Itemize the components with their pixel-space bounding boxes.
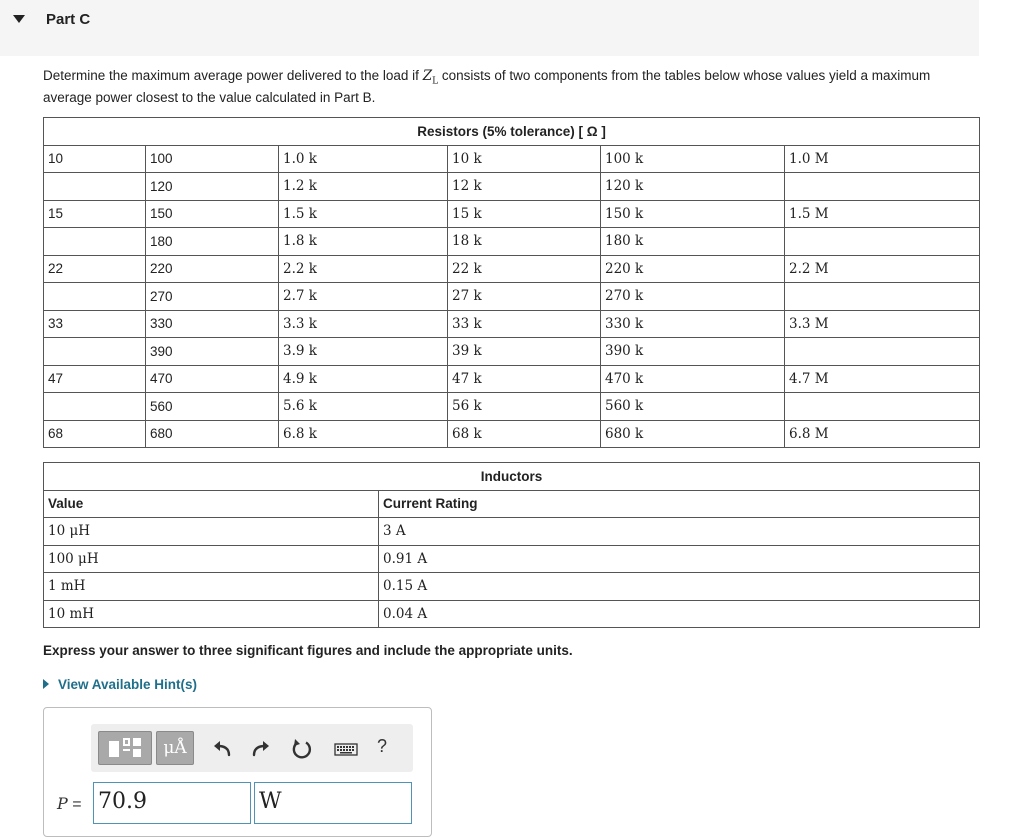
inductor-rating-cell: 0.91 A (379, 545, 980, 573)
resistor-cell: 4.9 k (279, 365, 448, 393)
resistor-cell: 390 k (601, 338, 785, 366)
reset-icon[interactable] (289, 736, 315, 762)
resistor-cell: 47 (44, 365, 146, 393)
resistor-cell: 270 k (601, 283, 785, 311)
question-var: Z (422, 68, 433, 84)
resistor-cell: 33 (44, 310, 146, 338)
resistor-cell: 330 k (601, 310, 785, 338)
resistor-row (44, 393, 980, 421)
resistor-cell: 15 k (448, 200, 601, 228)
resistor-cell: 15 (44, 200, 146, 228)
resistor-cell: 470 k (601, 365, 785, 393)
units-button[interactable]: μÅ (156, 731, 194, 765)
resistor-cell: 47 k (448, 365, 601, 393)
resistor-cell: 560 (146, 393, 279, 421)
resistor-cell: 180 (146, 228, 279, 256)
part-title: Part C (46, 11, 91, 28)
resistor-row (44, 145, 980, 173)
resistor-row (44, 228, 980, 256)
resistor-row (44, 255, 980, 283)
resistor-cell: 100 (146, 145, 279, 173)
resistor-row (44, 200, 980, 228)
resistor-cell: 3.9 k (279, 338, 448, 366)
inductor-header-rating: Current Rating (379, 490, 980, 518)
question-var-sub: L (432, 76, 439, 87)
question-suffix: consists of two components from the tables below whose values yield a maximum average power closest to the value calculated in Part B. (43, 68, 931, 105)
resistor-cell: 120 (146, 173, 279, 201)
resistor-row (44, 420, 980, 448)
resistor-cell: 2.2 M (785, 255, 980, 283)
resistor-cell: 220 k (601, 255, 785, 283)
answer-instructions: Express your answer to three significant figures and include the appropriate units. (43, 643, 573, 658)
inductors-table (43, 462, 980, 628)
answer-value-input[interactable]: 70.9 (93, 782, 251, 824)
answer-label (57, 794, 82, 814)
resistor-cell: 470 (146, 365, 279, 393)
resistor-cell: 330 (146, 310, 279, 338)
resistor-cell: 22 (44, 255, 146, 283)
collapse-caret-icon[interactable] (13, 15, 25, 23)
answer-unit-input[interactable]: W (254, 782, 412, 824)
resistor-cell (44, 283, 146, 311)
resistor-cell: 150 k (601, 200, 785, 228)
resistor-cell: 1.0 k (279, 145, 448, 173)
template-square-icon (133, 738, 141, 746)
resistor-cell: 18 k (448, 228, 601, 256)
resistor-cell: 10 (44, 145, 146, 173)
resistor-cell: 2.7 k (279, 283, 448, 311)
resistor-cell: 68 (44, 420, 146, 448)
resistor-cell: 10 k (448, 145, 601, 173)
inductor-rating-cell: 0.15 A (379, 573, 980, 601)
resistor-cell (44, 173, 146, 201)
resistor-row (44, 283, 980, 311)
help-button[interactable]: ? (377, 736, 388, 756)
inductors-title: Inductors (44, 463, 980, 491)
resistor-cell: 3.3 M (785, 310, 980, 338)
resistor-row (44, 365, 980, 393)
inductor-value-cell: 100 μH (44, 545, 379, 573)
resistor-cell: 1.8 k (279, 228, 448, 256)
caret-right-icon (43, 679, 49, 689)
templates-button[interactable] (98, 731, 152, 765)
resistor-cell (44, 393, 146, 421)
resistor-cell: 560 k (601, 393, 785, 421)
resistor-cell: 12 k (448, 173, 601, 201)
resistor-cell: 22 k (448, 255, 601, 283)
inductor-row (44, 545, 980, 573)
resistor-cell (44, 228, 146, 256)
resistors-table (43, 117, 980, 448)
undo-icon[interactable] (209, 736, 235, 762)
math-toolbar (91, 724, 413, 772)
keyboard-icon[interactable] (333, 736, 359, 762)
resistor-cell: 4.7 M (785, 365, 980, 393)
inductor-row (44, 600, 980, 628)
resistor-cell: 6.8 k (279, 420, 448, 448)
resistor-cell (785, 283, 980, 311)
template-square-icon (133, 749, 141, 757)
redo-icon[interactable] (248, 736, 274, 762)
resistor-cell: 3.3 k (279, 310, 448, 338)
resistors-title: Resistors (5% tolerance) [ Ω ] (44, 118, 980, 146)
resistor-cell: 680 k (601, 420, 785, 448)
resistor-cell: 390 (146, 338, 279, 366)
template-block-icon (109, 741, 119, 757)
resistor-cell (785, 173, 980, 201)
resistor-cell: 33 k (448, 310, 601, 338)
inductor-row (44, 518, 980, 546)
resistor-cell: 1.5 M (785, 200, 980, 228)
answer-variable: P (57, 794, 68, 813)
inductor-value-cell: 10 μH (44, 518, 379, 546)
resistor-cell: 68 k (448, 420, 601, 448)
resistor-cell (44, 338, 146, 366)
resistor-cell: 6.8 M (785, 420, 980, 448)
resistor-row (44, 338, 980, 366)
resistor-cell: 39 k (448, 338, 601, 366)
part-header[interactable] (0, 0, 979, 56)
resistor-cell: 1.5 k (279, 200, 448, 228)
inductor-header-value: Value (44, 490, 379, 518)
resistor-cell: 100 k (601, 145, 785, 173)
question-text (43, 68, 943, 106)
inductor-value-cell: 1 mH (44, 573, 379, 601)
inductor-rating-cell: 3 A (379, 518, 980, 546)
resistor-cell: 120 k (601, 173, 785, 201)
resistor-cell: 1.2 k (279, 173, 448, 201)
resistor-cell: 5.6 k (279, 393, 448, 421)
resistor-cell (785, 228, 980, 256)
resistor-row (44, 173, 980, 201)
resistor-cell (785, 393, 980, 421)
resistor-cell: 27 k (448, 283, 601, 311)
answer-box (43, 707, 432, 837)
resistor-cell (785, 338, 980, 366)
inductor-rating-cell: 0.04 A (379, 600, 980, 628)
resistor-cell: 680 (146, 420, 279, 448)
template-box-icon (123, 738, 130, 746)
resistor-row (44, 310, 980, 338)
resistor-cell: 270 (146, 283, 279, 311)
view-hints-link[interactable] (43, 677, 197, 692)
question-prefix: Determine the maximum average power delivered to the load if (43, 68, 423, 83)
resistor-cell: 180 k (601, 228, 785, 256)
answer-equals: = (72, 796, 82, 813)
resistor-cell: 1.0 M (785, 145, 980, 173)
inductor-row (44, 573, 980, 601)
resistor-cell: 56 k (448, 393, 601, 421)
template-fraction-bar-icon (123, 749, 130, 751)
resistor-cell: 220 (146, 255, 279, 283)
inductor-value-cell: 10 mH (44, 600, 379, 628)
view-hints-label: View Available Hint(s) (58, 677, 198, 692)
resistor-cell: 2.2 k (279, 255, 448, 283)
resistor-cell: 150 (146, 200, 279, 228)
